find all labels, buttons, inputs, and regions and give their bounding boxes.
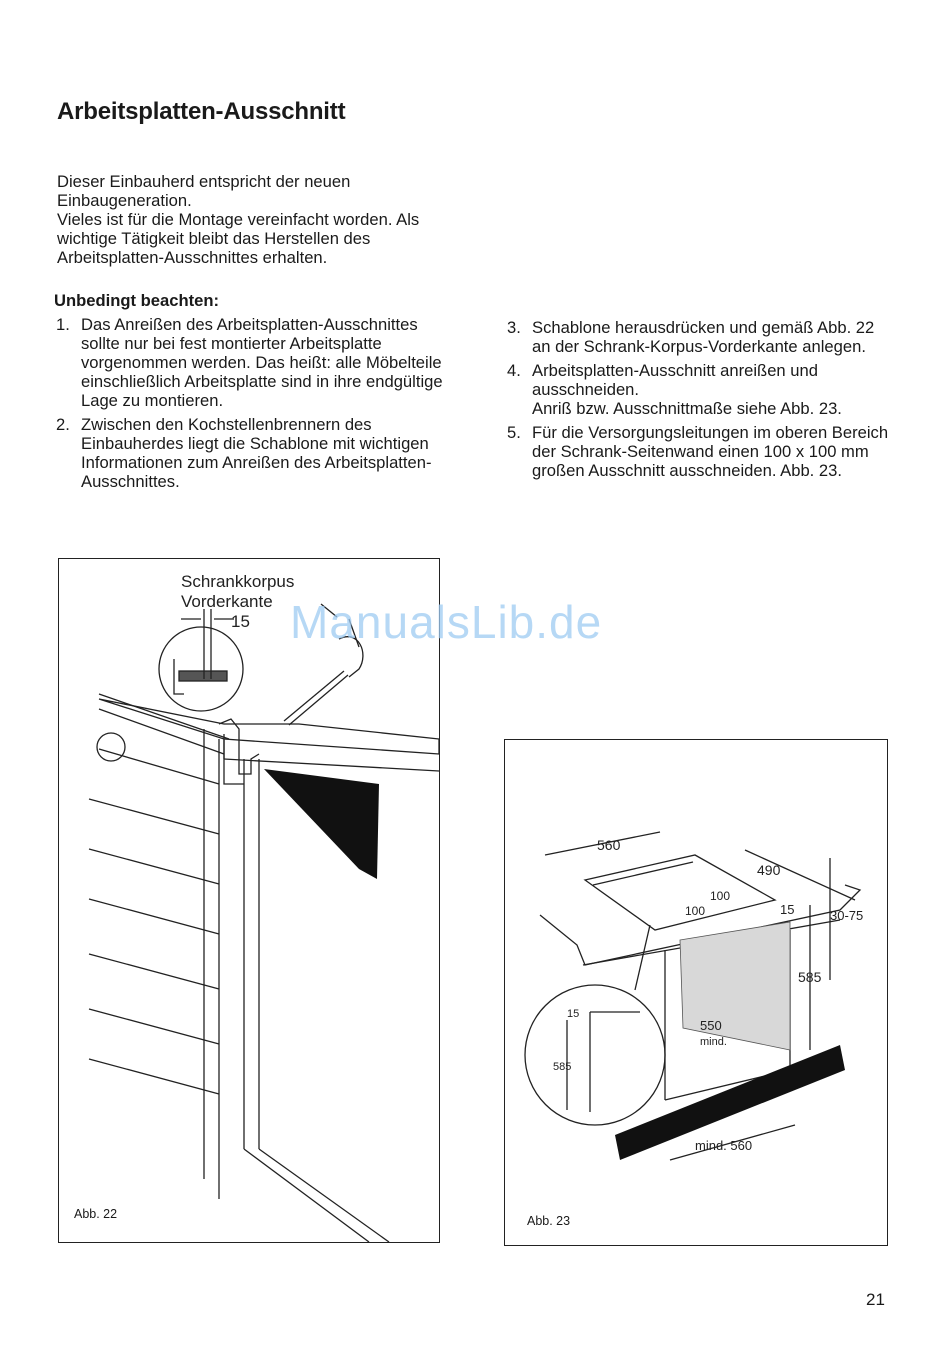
dim-width: 560: [597, 837, 621, 853]
list-item: [507, 361, 892, 418]
page-title: Arbeitsplatten-Ausschnitt: [57, 98, 346, 125]
intro-paragraph-1: Dieser Einbauherd entspricht der neuen Einbaugeneration.: [57, 172, 351, 210]
intro-paragraph-2: Vieles ist für die Montage vereinfacht worden. Als wichtige Tätigkeit bleibt das Herstellen des Arbeitsplatten-Ausschnittes erhalten.: [57, 210, 420, 267]
note-heading: Unbedingt beachten:: [54, 291, 220, 310]
step-number: 5.: [507, 423, 521, 442]
figure-22-dimension: 15: [231, 612, 250, 631]
dim-min-depth: 550: [700, 1018, 722, 1033]
step-number: 4.: [507, 361, 521, 380]
dim-min-depth-label: mind.: [700, 1036, 727, 1048]
figure-23-drawing: [505, 740, 887, 1245]
dim-front: 15: [780, 902, 795, 917]
figure-22-drawing: [59, 559, 439, 1242]
steps-right-column: [507, 318, 892, 485]
detail-height: 585: [553, 1061, 572, 1073]
page-number: 21: [866, 1290, 885, 1309]
step-extra-text: Anriß bzw. Ausschnittmaße siehe Abb. 23.: [532, 399, 842, 418]
watermark: ManualsLib.de: [290, 596, 603, 648]
dim-depth: 490: [757, 862, 781, 878]
dim-height: 585: [798, 969, 822, 985]
step-text: Das Anreißen des Arbeitsplatten-Ausschnittes sollte nur bei fest montierter Arbeitsplatte vorgenommen werden. Das heißt: alle Möbelteile einschließlich Arbeitsplatte sind in ihre endgültige Lage zu montieren.: [81, 315, 443, 410]
figure-23: [504, 739, 888, 1246]
list-item: [507, 423, 892, 480]
figure-22: [58, 558, 440, 1243]
step-number: 1.: [56, 315, 70, 334]
intro-text: [57, 172, 437, 267]
dim-cut1: 100: [710, 889, 731, 903]
list-item: [56, 415, 451, 491]
figure-23-caption: Abb. 23: [527, 1214, 571, 1228]
dim-thickness: 30-75: [830, 908, 864, 923]
detail-front: 15: [567, 1008, 580, 1020]
step-text: Zwischen den Kochstellenbrennern des Einbauherdes liegt die Schablone mit wichtigen Informationen zum Anreißen des Arbeitsplatten-Ausschnittes.: [81, 415, 432, 491]
step-text: Schablone herausdrücken und gemäß Abb. 22 an der Schrank-Korpus-Vorderkante anlegen.: [532, 318, 875, 356]
figure-22-label-line2: Vorderkante: [181, 592, 273, 611]
dim-min-width: mind. 560: [695, 1138, 753, 1153]
figure-22-label-line1: Schrankkorpus: [181, 572, 295, 591]
step-number: 2.: [56, 415, 70, 434]
dim-cut2: 100: [685, 904, 706, 918]
steps-left-column: [56, 315, 451, 496]
figure-22-caption: Abb. 22: [74, 1207, 118, 1221]
list-item: [507, 318, 892, 356]
step-text: Für die Versorgungsleitungen im oberen Bereich der Schrank-Seitenwand einen 100 x 100 mm großen Ausschnitt ausschneiden. Abb. 23.: [532, 423, 889, 480]
step-number: 3.: [507, 318, 521, 337]
list-item: [56, 315, 451, 410]
step-text: Arbeitsplatten-Ausschnitt anreißen und ausschneiden.: [532, 361, 818, 399]
